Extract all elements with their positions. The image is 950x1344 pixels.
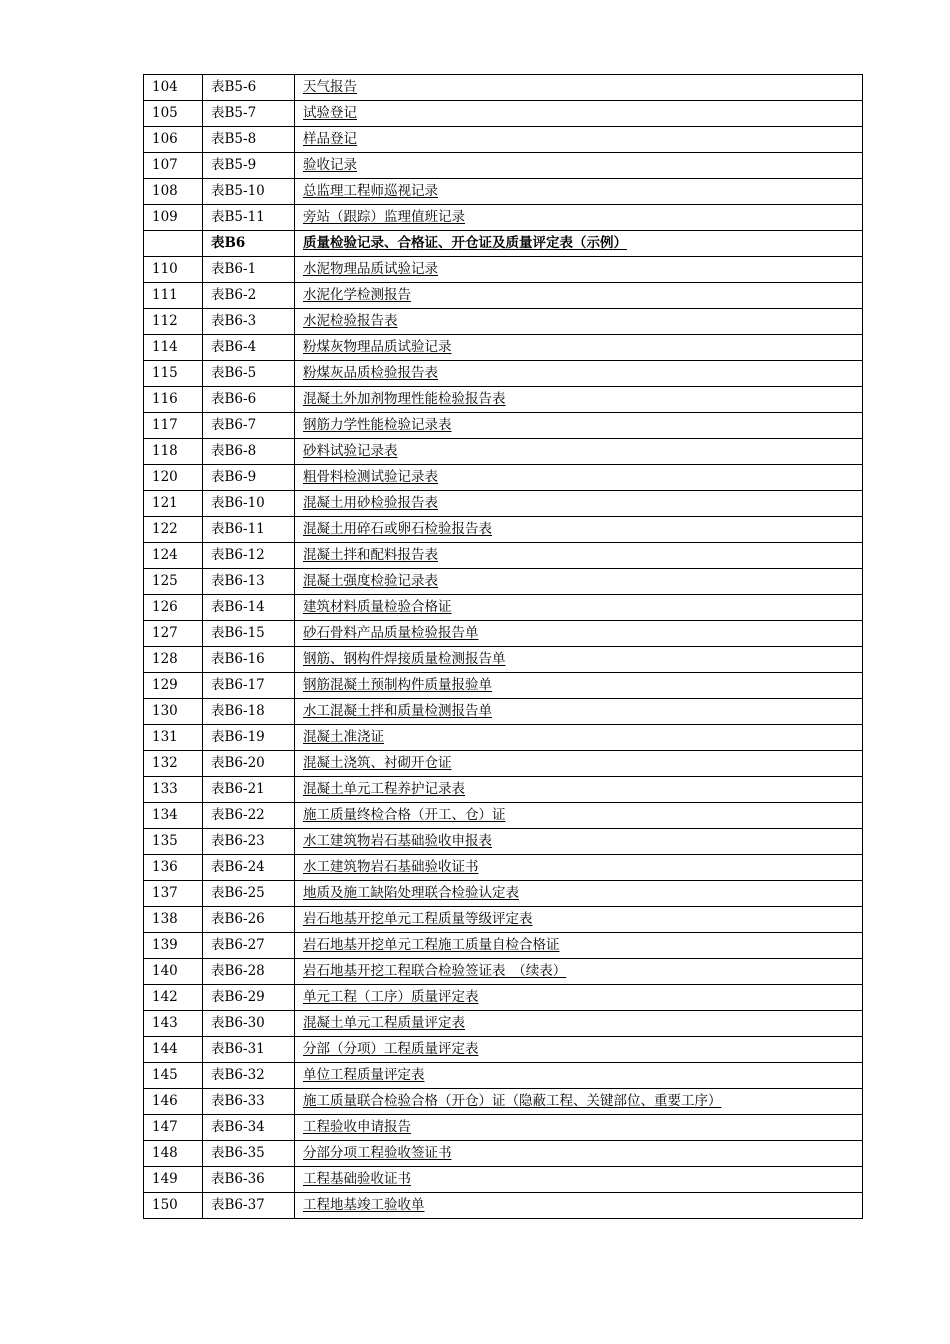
form-title-cell [295,1037,863,1063]
form-title-link[interactable]: 单元工程（工序）质量评定表 [303,989,479,1005]
form-code: 表B6-35 [203,1141,295,1167]
form-code: 表B6-2 [203,283,295,309]
row-number: 117 [144,413,203,439]
table-row [144,491,863,517]
form-code: 表B6-9 [203,465,295,491]
form-title-link[interactable]: 地质及施工缺陷处理联合检验认定表 [303,885,519,901]
table-row [144,855,863,881]
form-title-link[interactable]: 砂料试验记录表 [303,443,398,459]
row-number: 116 [144,387,203,413]
form-title-link[interactable]: 单位工程质量评定表 [303,1067,425,1083]
form-title-cell [295,101,863,127]
row-number: 138 [144,907,203,933]
form-title-link[interactable]: 总监理工程师巡视记录 [303,183,438,199]
form-title-link[interactable]: 水工混凝土拌和质量检测报告单 [303,703,492,719]
form-code: 表B6-30 [203,1011,295,1037]
row-number: 107 [144,153,203,179]
form-title-link[interactable]: 钢筋、钢构件焊接质量检测报告单 [303,651,506,667]
form-title-cell [295,1167,863,1193]
table-row [144,933,863,959]
table-row [144,335,863,361]
table-row [144,1167,863,1193]
table-row [144,361,863,387]
form-title-link[interactable]: 混凝土用碎石或卵石检验报告表 [303,521,492,537]
form-code: 表B6-11 [203,517,295,543]
form-title-cell [295,673,863,699]
row-number: 112 [144,309,203,335]
form-code: 表B6-31 [203,1037,295,1063]
form-title-link[interactable]: 粉煤灰物理品质试验记录 [303,339,452,355]
form-title-link[interactable]: 工程验收申请报告 [303,1119,411,1135]
form-code: 表B6-29 [203,985,295,1011]
form-title-cell [295,517,863,543]
row-number: 133 [144,777,203,803]
form-title-cell [295,413,863,439]
form-code: 表B6-18 [203,699,295,725]
form-title-cell [295,985,863,1011]
table-row [144,465,863,491]
row-number: 110 [144,257,203,283]
form-code: 表B5-9 [203,153,295,179]
form-title-link[interactable]: 水泥检验报告表 [303,313,398,329]
form-code: 表B6-33 [203,1089,295,1115]
form-title-cell [295,699,863,725]
table-row [144,777,863,803]
form-code: 表B6-15 [203,621,295,647]
form-title-link[interactable]: 质量检验记录、合格证、开仓证及质量评定表（示例） [303,235,627,251]
form-code: 表B6-25 [203,881,295,907]
table-row [144,1115,863,1141]
row-number: 114 [144,335,203,361]
form-title-cell [295,777,863,803]
table-row [144,387,863,413]
table-row [144,829,863,855]
table-row [144,257,863,283]
table-row [144,127,863,153]
form-code: 表B6-34 [203,1115,295,1141]
form-code: 表B6-20 [203,751,295,777]
form-code: 表B6-10 [203,491,295,517]
row-number: 134 [144,803,203,829]
table-row [144,413,863,439]
form-code: 表B6-27 [203,933,295,959]
table-row [144,179,863,205]
form-title-cell [295,1063,863,1089]
form-code: 表B6-32 [203,1063,295,1089]
row-number: 147 [144,1115,203,1141]
row-number: 140 [144,959,203,985]
form-title-link[interactable]: 混凝土拌和配料报告表 [303,547,438,563]
form-code: 表B6 [203,231,295,257]
table-row [144,621,863,647]
form-code: 表B6-26 [203,907,295,933]
row-number: 131 [144,725,203,751]
form-code: 表B6-22 [203,803,295,829]
form-code: 表B6-24 [203,855,295,881]
form-title-cell [295,621,863,647]
form-title-cell [295,1115,863,1141]
form-title-cell [295,543,863,569]
form-title-cell [295,881,863,907]
form-title-link[interactable]: 钢筋力学性能检验记录表 [303,417,452,433]
form-title-cell [295,1089,863,1115]
form-title-cell [295,335,863,361]
form-title-cell [295,595,863,621]
table-row [144,569,863,595]
form-title-cell [295,387,863,413]
form-title-cell [295,75,863,101]
form-code: 表B6-8 [203,439,295,465]
form-code: 表B6-1 [203,257,295,283]
form-title-link[interactable]: 验收记录 [303,157,357,173]
form-title-link[interactable]: 水泥物理品质试验记录 [303,261,438,277]
form-title-link[interactable]: 混凝土用砂检验报告表 [303,495,438,511]
table-row [144,1063,863,1089]
form-code: 表B6-17 [203,673,295,699]
form-code: 表B6-7 [203,413,295,439]
table-row [144,803,863,829]
row-number: 143 [144,1011,203,1037]
table-body [144,75,863,1219]
form-code: 表B6-21 [203,777,295,803]
form-title-link[interactable]: 建筑材料质量检验合格证 [303,599,452,615]
form-title-link[interactable]: 混凝土外加剂物理性能检验报告表 [303,391,506,407]
section-row [144,231,863,257]
form-title-cell [295,725,863,751]
form-title-cell [295,829,863,855]
table-row [144,881,863,907]
row-number: 111 [144,283,203,309]
form-code: 表B6-36 [203,1167,295,1193]
form-title-cell [295,1141,863,1167]
row-number: 149 [144,1167,203,1193]
form-code: 表B6-14 [203,595,295,621]
form-title-link[interactable]: 岩石地基开挖工程联合检验签证表 （续表） [303,963,567,979]
table-row [144,1037,863,1063]
form-index-table [143,74,863,1219]
row-number: 104 [144,75,203,101]
form-code: 表B6-12 [203,543,295,569]
form-title-cell [295,933,863,959]
table-row [144,907,863,933]
table-row [144,959,863,985]
form-title-link[interactable]: 分部分项工程验收签证书 [303,1145,452,1161]
form-code: 表B6-6 [203,387,295,413]
form-title-cell [295,1011,863,1037]
row-number: 125 [144,569,203,595]
form-code: 表B6-4 [203,335,295,361]
form-title-link[interactable]: 样品登记 [303,131,357,147]
form-code: 表B6-28 [203,959,295,985]
form-title-link[interactable]: 混凝土浇筑、衬砌开仓证 [303,755,452,771]
table-row [144,517,863,543]
form-title-link[interactable]: 钢筋混凝土预制构件质量报验单 [303,677,492,693]
row-number: 132 [144,751,203,777]
form-title-cell [295,959,863,985]
row-number: 150 [144,1193,203,1219]
form-title-link[interactable]: 水工建筑物岩石基础验收申报表 [303,833,492,849]
form-title-cell [295,257,863,283]
table-row [144,101,863,127]
form-title-cell [295,361,863,387]
row-number: 106 [144,127,203,153]
row-number: 126 [144,595,203,621]
table-row [144,153,863,179]
form-code: 表B6-23 [203,829,295,855]
form-title-link[interactable]: 旁站（跟踪）监理值班记录 [303,209,465,225]
form-title-cell [295,465,863,491]
form-title-cell [295,283,863,309]
table-row [144,699,863,725]
form-title-link[interactable]: 粉煤灰品质检验报告表 [303,365,438,381]
row-number: 105 [144,101,203,127]
form-title-cell [295,751,863,777]
form-code: 表B6-5 [203,361,295,387]
row-number: 139 [144,933,203,959]
form-title-link[interactable]: 混凝土单元工程养护记录表 [303,781,465,797]
table-row [144,1011,863,1037]
form-title-cell [295,127,863,153]
form-title-cell [295,907,863,933]
row-number: 135 [144,829,203,855]
form-title-cell [295,647,863,673]
form-code: 表B6-37 [203,1193,295,1219]
row-number: 130 [144,699,203,725]
form-title-cell [295,491,863,517]
form-title-cell [295,439,863,465]
form-code: 表B5-8 [203,127,295,153]
table-row [144,751,863,777]
form-title-cell [295,153,863,179]
form-title-link[interactable]: 岩石地基开挖单元工程质量等级评定表 [303,911,533,927]
row-number: 144 [144,1037,203,1063]
row-number: 127 [144,621,203,647]
form-code: 表B6-19 [203,725,295,751]
form-code: 表B5-10 [203,179,295,205]
row-number: 109 [144,205,203,231]
form-title-cell [295,179,863,205]
row-number: 148 [144,1141,203,1167]
table-row [144,1193,863,1219]
row-number: 129 [144,673,203,699]
table-row [144,439,863,465]
form-title-cell [295,803,863,829]
form-title-link[interactable]: 试验登记 [303,105,357,121]
form-title-cell [295,855,863,881]
table-row [144,725,863,751]
row-number: 122 [144,517,203,543]
row-number: 108 [144,179,203,205]
form-title-cell [295,205,863,231]
row-number: 121 [144,491,203,517]
form-code: 表B5-7 [203,101,295,127]
form-code: 表B6-16 [203,647,295,673]
row-number: 120 [144,465,203,491]
table-row [144,543,863,569]
form-title-link[interactable]: 工程基础验收证书 [303,1171,411,1187]
form-title-cell [295,569,863,595]
table-row [144,985,863,1011]
form-title-link[interactable]: 工程地基竣工验收单 [303,1197,425,1213]
document-page [143,74,862,1219]
form-title-link[interactable]: 混凝土准浇证 [303,729,384,745]
table-row [144,1141,863,1167]
table-row [144,1089,863,1115]
form-title-link[interactable]: 施工质量联合检验合格（开仓）证（隐蔽工程、关键部位、重要工序） [303,1093,722,1109]
table-row [144,647,863,673]
form-title-link[interactable]: 砂石骨料产品质量检验报告单 [303,625,479,641]
row-number: 118 [144,439,203,465]
row-number: 142 [144,985,203,1011]
form-title-link[interactable]: 粗骨料检测试验记录表 [303,469,438,485]
form-title-link[interactable]: 混凝土单元工程质量评定表 [303,1015,465,1031]
form-code: 表B5-11 [203,205,295,231]
table-row [144,595,863,621]
table-row [144,205,863,231]
form-title-link[interactable]: 岩石地基开挖单元工程施工质量自检合格证 [303,937,560,953]
form-title-link[interactable]: 施工质量终检合格（开工、仓）证 [303,807,506,823]
form-title-link[interactable]: 天气报告 [303,79,357,95]
form-code: 表B5-6 [203,75,295,101]
form-title-link[interactable]: 水泥化学检测报告 [303,287,411,303]
form-title-link[interactable]: 混凝土强度检验记录表 [303,573,438,589]
form-title-cell [295,231,863,257]
row-number: 128 [144,647,203,673]
form-title-link[interactable]: 分部（分项）工程质量评定表 [303,1041,479,1057]
row-number: 115 [144,361,203,387]
row-number: 124 [144,543,203,569]
table-row [144,75,863,101]
row-number [144,231,203,257]
form-title-cell [295,309,863,335]
row-number: 145 [144,1063,203,1089]
table-row [144,309,863,335]
form-title-link[interactable]: 水工建筑物岩石基础验收证书 [303,859,479,875]
row-number: 146 [144,1089,203,1115]
row-number: 137 [144,881,203,907]
form-code: 表B6-13 [203,569,295,595]
form-code: 表B6-3 [203,309,295,335]
form-title-cell [295,1193,863,1219]
table-row [144,283,863,309]
table-row [144,673,863,699]
row-number: 136 [144,855,203,881]
